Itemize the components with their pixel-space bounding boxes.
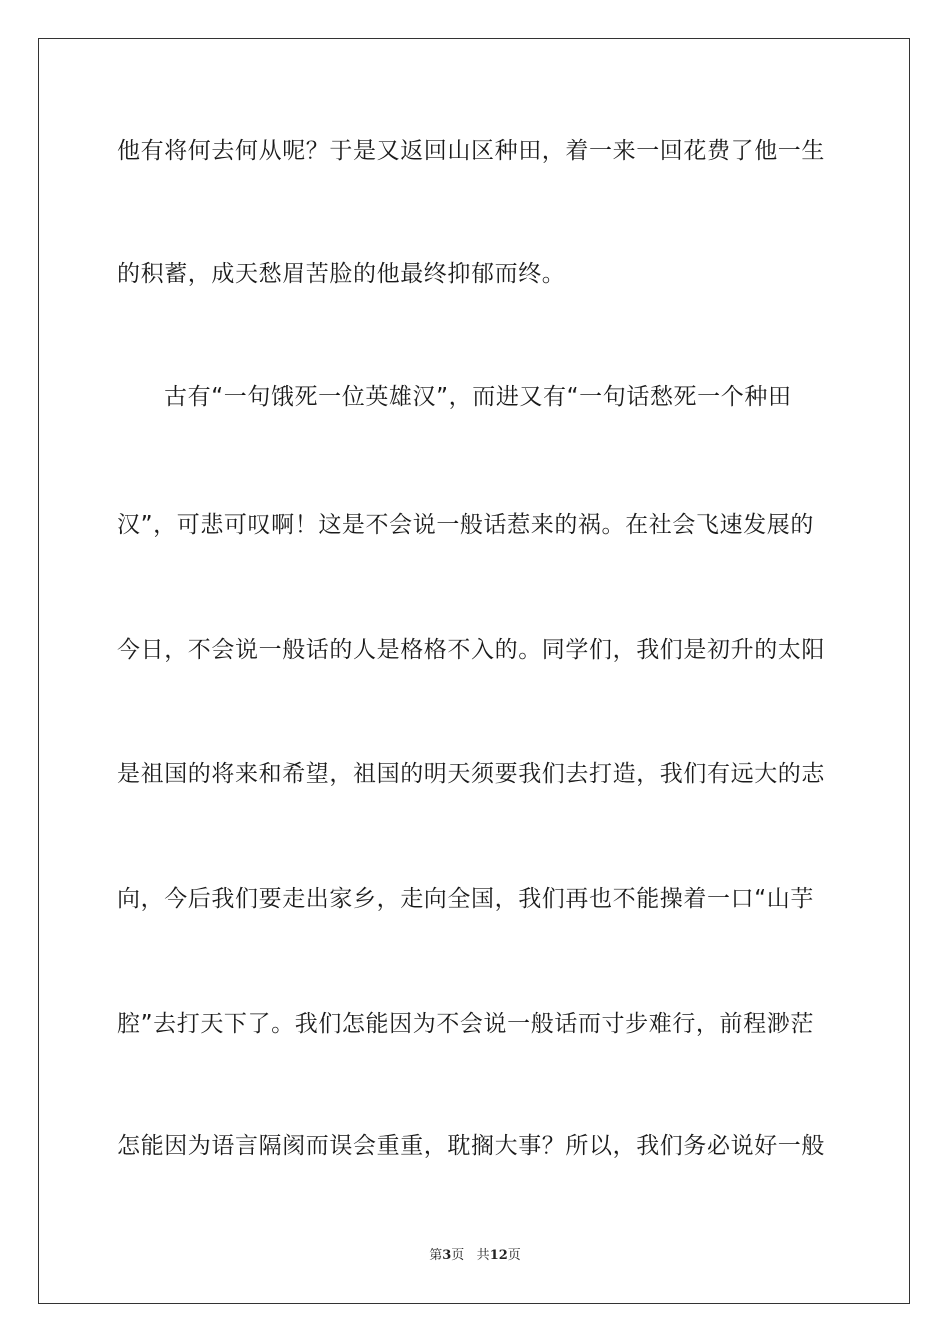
text-line-5: 今日，不会说一般话的人是格格不入的。同学们，我们是初升的太阳 [117, 637, 825, 663]
page-footer [0, 1247, 950, 1265]
text-line-4: 汉”，可悲可叹啊！这是不会说一般话惹来的祸。在社会飞速发展的 [117, 512, 814, 538]
text-line-2: 的积蓄，成天愁眉苦脸的他最终抑郁而终。 [117, 261, 566, 287]
text-line-8: 腔”去打天下了。我们怎能因为不会说一般话而寸步难行，前程渺茫 [117, 1011, 814, 1037]
page-number: 3 [442, 1248, 452, 1263]
text-line-1: 他有将何去何从呢？于是又返回山区种田，着一来一回花费了他一生 [117, 138, 825, 164]
total-suffix: 页 [507, 1248, 521, 1263]
page-prefix: 第 [429, 1248, 443, 1263]
text-line-3-paragraph-start: 古有“一句饿死一位英雄汉”，而进又有“一句话愁死一个种田 [164, 384, 792, 410]
total-prefix: 共 [476, 1248, 490, 1263]
text-line-6: 是祖国的将来和希望，祖国的明天须要我们去打造，我们有远大的志 [117, 761, 825, 787]
text-line-7: 向，今后我们要走出家乡，走向全国，我们再也不能操着一口“山芋 [117, 886, 814, 912]
page-suffix: 页 [451, 1248, 465, 1263]
total-pages: 12 [489, 1248, 508, 1263]
page-border [38, 38, 910, 1304]
text-line-9: 怎能因为语言隔阂而误会重重，耽搁大事？所以，我们务必说好一般 [117, 1133, 825, 1159]
